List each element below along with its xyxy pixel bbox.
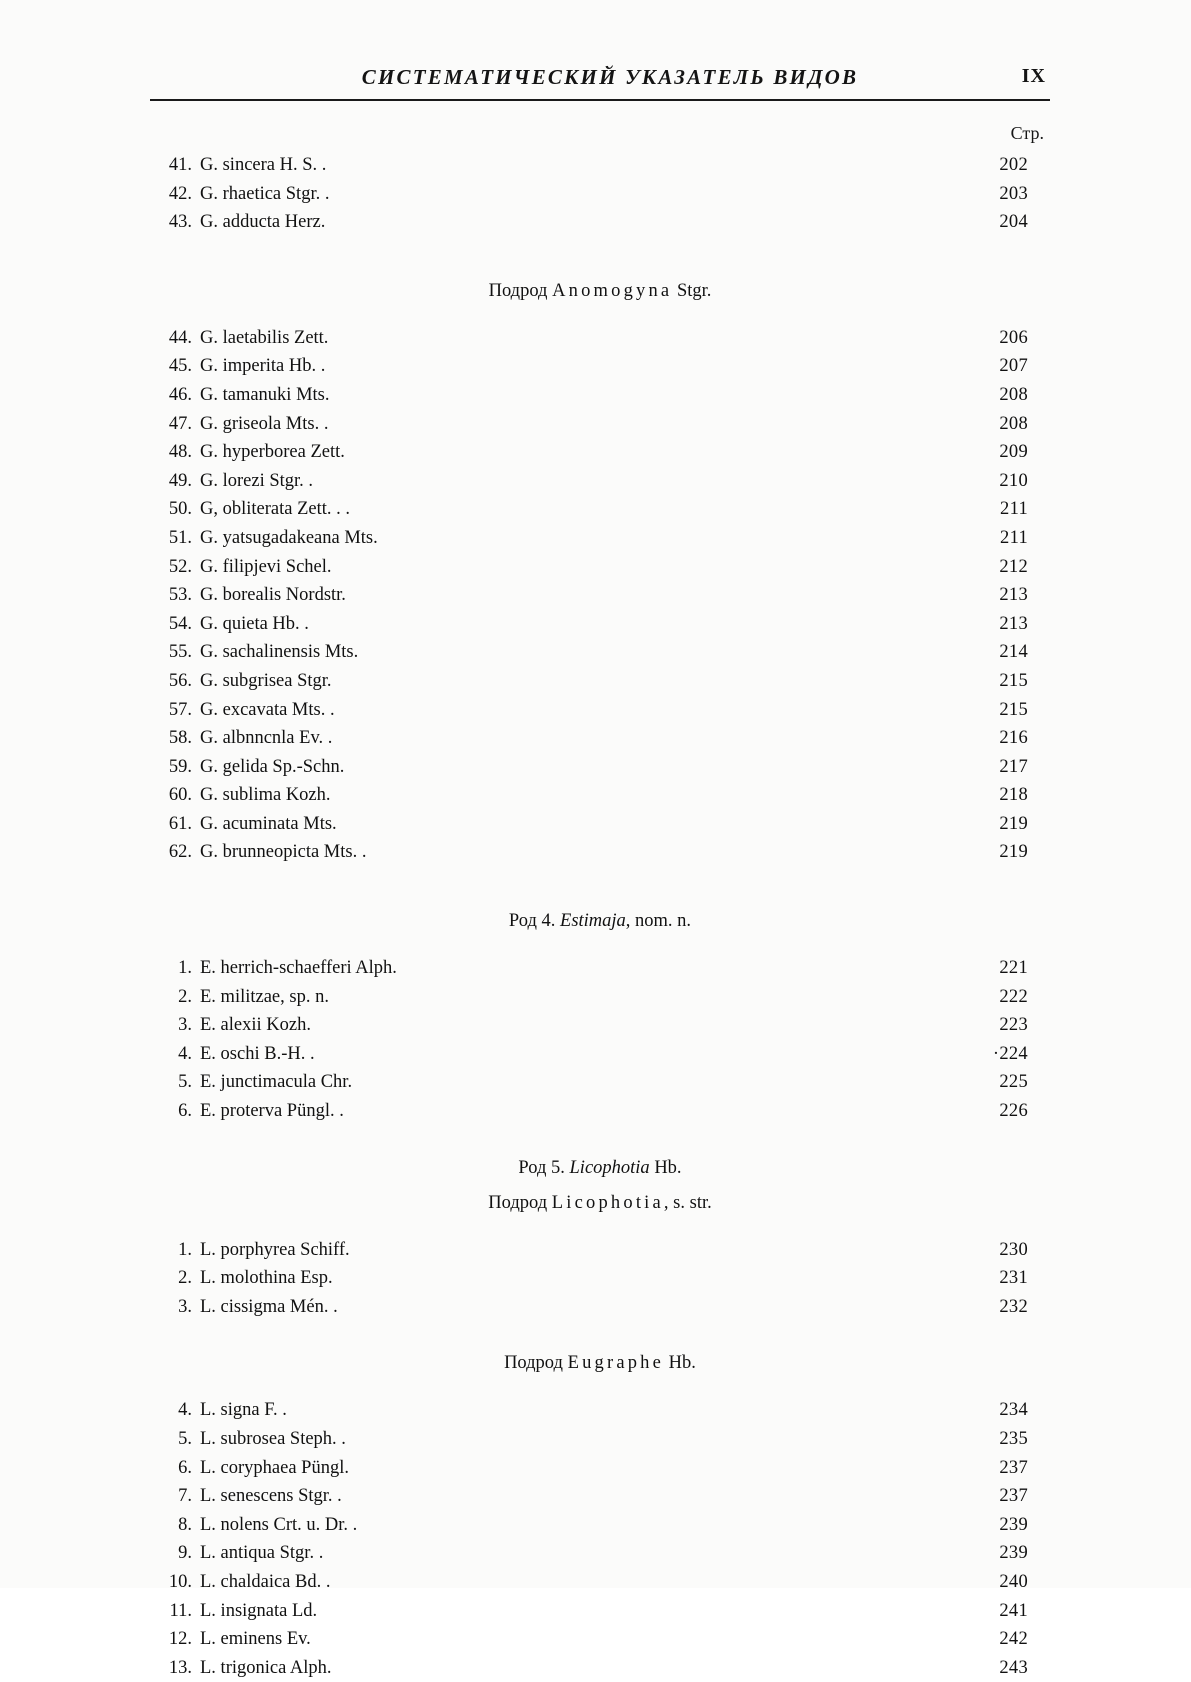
entry-number: 58. bbox=[168, 728, 192, 749]
entry-page: 209 bbox=[999, 442, 1028, 463]
section-heading-name: Licophotia bbox=[551, 1192, 664, 1213]
entry-name: G. imperita Hb. . bbox=[200, 356, 326, 377]
entry-name: G. griseola Mts. . bbox=[200, 413, 329, 434]
entry-name: L. coryphaea Püngl. bbox=[200, 1457, 349, 1478]
section-heading-licophotia-genus bbox=[150, 1158, 1050, 1179]
list-item bbox=[150, 1068, 1050, 1097]
list-item bbox=[150, 581, 1050, 610]
list-item bbox=[150, 1654, 1050, 1682]
entry-name: G. gelida Sp.-Schn. bbox=[200, 756, 345, 777]
entry-name: E. oschi B.-H. . bbox=[200, 1043, 315, 1064]
list-item bbox=[150, 1236, 1050, 1265]
entry-name: E. herrich-schaefferi Alph. bbox=[200, 958, 397, 979]
entry-name: L. trigonica Alph. bbox=[200, 1657, 332, 1678]
entry-page: 213 bbox=[999, 613, 1028, 634]
spacer bbox=[150, 1126, 1050, 1158]
entry-name: E. proterva Püngl. . bbox=[200, 1101, 344, 1122]
list-item bbox=[150, 1511, 1050, 1540]
entry-page: 240 bbox=[999, 1571, 1028, 1592]
section-heading-name: Anomogyna bbox=[552, 280, 673, 301]
entry-page: 223 bbox=[999, 1015, 1028, 1036]
section-heading-anomogyna bbox=[150, 281, 1050, 302]
entry-number: 4. bbox=[178, 1400, 192, 1421]
entry-page: 231 bbox=[999, 1268, 1028, 1289]
list-item bbox=[150, 838, 1050, 867]
entry-number: 44. bbox=[168, 327, 192, 348]
entry-number: 8. bbox=[178, 1514, 192, 1535]
entry-number: 57. bbox=[168, 699, 192, 720]
section-heading-eugraphe bbox=[150, 1353, 1050, 1374]
section-heading-suffix: , nom. n. bbox=[625, 911, 692, 932]
entry-number: 13. bbox=[168, 1657, 192, 1678]
entry-name: L. antiqua Stgr. . bbox=[200, 1543, 324, 1564]
entry-page: 215 bbox=[999, 670, 1028, 691]
entry-page: ·224 bbox=[992, 1043, 1028, 1064]
entry-number: 3. bbox=[178, 1296, 192, 1317]
spacer bbox=[150, 1374, 1050, 1396]
list-item bbox=[150, 753, 1050, 782]
entry-name: L. subrosea Steph. . bbox=[200, 1429, 346, 1449]
entry-number: 6. bbox=[178, 1457, 192, 1478]
entry-page: 216 bbox=[999, 728, 1028, 749]
entry-page: 243 bbox=[999, 1657, 1028, 1678]
list-item bbox=[150, 1597, 1050, 1626]
entry-page: 202 bbox=[999, 155, 1028, 175]
entry-name: G. filipjevi Schel. bbox=[200, 556, 332, 577]
entry-page: 222 bbox=[999, 986, 1028, 1007]
list-item bbox=[150, 381, 1050, 410]
spacer bbox=[150, 302, 1050, 324]
list-item bbox=[150, 610, 1050, 639]
list-item bbox=[150, 352, 1050, 381]
entry-name: G. albnncnla Ev. . bbox=[200, 728, 333, 749]
entry-page: 212 bbox=[999, 556, 1028, 577]
entry-number: 10. bbox=[168, 1571, 192, 1592]
entry-page: 239 bbox=[999, 1514, 1028, 1535]
entry-page: 225 bbox=[999, 1072, 1028, 1093]
list-item bbox=[150, 524, 1050, 553]
list-item bbox=[150, 1097, 1050, 1126]
entry-name: G. lorezi Stgr. . bbox=[200, 470, 314, 491]
entry-number: 2. bbox=[178, 986, 192, 1007]
entry-page: 215 bbox=[999, 699, 1028, 720]
entry-name: G. rhaetica Stgr. . bbox=[200, 183, 330, 204]
entry-page: 219 bbox=[999, 842, 1028, 863]
entry-name: L. porphyrea Schiff. bbox=[200, 1239, 350, 1260]
entry-number: 52. bbox=[168, 556, 192, 577]
entry-page: 235 bbox=[999, 1429, 1028, 1449]
section-heading-licophotia-sstr bbox=[150, 1193, 1050, 1214]
page-title: СИСТЕМАТИЧЕСКИЙ УКАЗАТЕЛЬ ВИДОВ bbox=[361, 65, 859, 89]
entry-number: 62. bbox=[168, 842, 192, 863]
entry-page: 234 bbox=[999, 1400, 1028, 1421]
section-heading-suffix: Stgr. bbox=[676, 280, 712, 301]
entry-name: G. acuminata Mts. bbox=[200, 813, 337, 834]
section-heading-prefix: Подрод bbox=[504, 1353, 563, 1374]
entry-name: G. sublima Kozh. bbox=[200, 785, 331, 806]
entry-number: 55. bbox=[168, 642, 192, 663]
entry-page: 219 bbox=[999, 813, 1028, 834]
list-item bbox=[150, 208, 1050, 237]
entry-number: 56. bbox=[168, 670, 192, 691]
list-item bbox=[150, 1396, 1050, 1425]
entry-name: G. adducta Herz. bbox=[200, 212, 326, 233]
list-item bbox=[150, 324, 1050, 353]
entry-number: 1. bbox=[178, 958, 192, 979]
spacer bbox=[150, 1214, 1050, 1236]
list-item bbox=[150, 180, 1050, 209]
header-divider bbox=[150, 99, 1050, 101]
list-item bbox=[150, 495, 1050, 524]
entry-page: 242 bbox=[999, 1629, 1028, 1650]
entry-name: E. junctimacula Chr. bbox=[200, 1072, 353, 1093]
folio-number: IX bbox=[1021, 65, 1046, 87]
section-heading-prefix: Род 5. bbox=[518, 1157, 565, 1178]
entry-name: G. tamanuki Mts. bbox=[200, 384, 330, 405]
entry-page: 214 bbox=[999, 642, 1028, 663]
spacer bbox=[150, 237, 1050, 281]
entry-number: 9. bbox=[178, 1543, 192, 1564]
entry-number: 5. bbox=[178, 1429, 192, 1449]
entry-number: 41. bbox=[168, 155, 192, 175]
entry-number: 49. bbox=[168, 470, 192, 491]
section-heading-name: Licophotia bbox=[569, 1157, 650, 1178]
entry-page: 211 bbox=[1000, 499, 1028, 520]
section-heading-suffix: Hb. bbox=[668, 1353, 696, 1374]
entry-name: L. insignata Ld. bbox=[200, 1600, 318, 1621]
entry-name: G. excavata Mts. . bbox=[200, 699, 335, 720]
index-list-group-5 bbox=[150, 1396, 1050, 1682]
section-heading-name: Eugraphe bbox=[567, 1353, 665, 1374]
section-heading-prefix: Подрод bbox=[488, 1192, 548, 1213]
entry-number: 2. bbox=[178, 1268, 192, 1289]
running-head bbox=[150, 55, 1050, 107]
entry-name: G. brunneopicta Mts. . bbox=[200, 842, 367, 863]
section-heading-prefix: Подрод bbox=[488, 280, 548, 301]
list-item bbox=[150, 438, 1050, 467]
entry-page: 217 bbox=[999, 756, 1028, 777]
entry-page: 208 bbox=[999, 413, 1028, 434]
entry-number: 1. bbox=[178, 1239, 192, 1260]
section-heading-prefix: Род 4. bbox=[508, 911, 556, 932]
entry-number: 59. bbox=[168, 756, 192, 777]
list-item bbox=[150, 1454, 1050, 1483]
entry-number: 61. bbox=[168, 813, 192, 834]
page-column-label bbox=[150, 121, 1050, 151]
spacer bbox=[150, 867, 1050, 911]
entry-page: 210 bbox=[999, 470, 1028, 491]
list-item bbox=[150, 983, 1050, 1012]
list-item bbox=[150, 1625, 1050, 1654]
list-item bbox=[150, 1040, 1050, 1069]
section-heading-name: Estimaja bbox=[560, 911, 626, 932]
entry-name: L. cissigma Mén. . bbox=[200, 1296, 338, 1317]
section-heading-suffix: , s. str. bbox=[663, 1192, 712, 1213]
entry-name: G. quieta Hb. . bbox=[200, 613, 309, 634]
index-list-group-3 bbox=[150, 954, 1050, 1126]
entry-number: 5. bbox=[178, 1072, 192, 1093]
list-item bbox=[150, 1568, 1050, 1597]
list-item bbox=[150, 638, 1050, 667]
list-item bbox=[150, 810, 1050, 839]
entry-number: 11. bbox=[169, 1600, 192, 1621]
entry-number: 6. bbox=[178, 1101, 192, 1122]
entry-number: 3. bbox=[178, 1015, 192, 1036]
index-list-group-1 bbox=[150, 151, 1050, 237]
entry-name: G. hyperborea Zett. bbox=[200, 442, 345, 463]
page-column-label-text: Стр. bbox=[1010, 123, 1044, 143]
list-item bbox=[150, 1293, 1050, 1322]
entry-number: 60. bbox=[168, 785, 192, 806]
entry-number: 46. bbox=[168, 384, 192, 405]
list-item bbox=[150, 1011, 1050, 1040]
list-item bbox=[150, 1539, 1050, 1568]
entry-name: G. sincera H. S. . bbox=[200, 155, 327, 175]
page-content bbox=[150, 55, 1050, 1682]
entry-page: 226 bbox=[999, 1101, 1028, 1122]
entry-number: 50. bbox=[168, 499, 192, 520]
entry-page: 207 bbox=[999, 356, 1028, 377]
entry-page: 206 bbox=[999, 327, 1028, 348]
entry-name: L. chaldaica Bd. . bbox=[200, 1571, 331, 1592]
spacer bbox=[150, 1179, 1050, 1193]
entry-number: 45. bbox=[168, 356, 192, 377]
entry-name: G, obliterata Zett. . . bbox=[200, 499, 351, 520]
entry-page: 239 bbox=[999, 1543, 1028, 1564]
entry-name: E. alexii Kozh. bbox=[200, 1015, 311, 1036]
entry-name: G. borealis Nordstr. bbox=[200, 585, 346, 606]
entry-page: 221 bbox=[999, 958, 1028, 979]
index-list-group-4 bbox=[150, 1236, 1050, 1322]
section-heading-suffix: Hb. bbox=[649, 1157, 682, 1178]
entry-number: 51. bbox=[168, 527, 192, 548]
list-item bbox=[150, 1482, 1050, 1511]
list-item bbox=[150, 781, 1050, 810]
entry-name: G. sachalinensis Mts. bbox=[200, 642, 359, 663]
list-item bbox=[150, 954, 1050, 983]
list-item bbox=[150, 667, 1050, 696]
list-item bbox=[150, 1264, 1050, 1293]
entry-page: 208 bbox=[999, 384, 1028, 405]
list-item bbox=[150, 1425, 1050, 1454]
spacer bbox=[150, 1321, 1050, 1353]
list-item bbox=[150, 410, 1050, 439]
list-item bbox=[150, 553, 1050, 582]
spacer bbox=[150, 932, 1050, 954]
entry-number: 43. bbox=[168, 212, 192, 233]
entry-page: 232 bbox=[999, 1296, 1028, 1317]
entry-page: 237 bbox=[999, 1457, 1028, 1478]
entry-page: 241 bbox=[999, 1600, 1028, 1621]
list-item bbox=[150, 467, 1050, 496]
entry-page: 203 bbox=[999, 183, 1028, 204]
entry-name: L. signa F. . bbox=[200, 1400, 287, 1421]
entry-number: 4. bbox=[178, 1043, 192, 1064]
entry-page: 230 bbox=[999, 1239, 1028, 1260]
entry-name: E. militzae, sp. n. bbox=[200, 986, 329, 1007]
index-list-group-2 bbox=[150, 324, 1050, 867]
entry-name: G. laetabilis Zett. bbox=[200, 327, 329, 348]
entry-number: 7. bbox=[178, 1486, 192, 1507]
section-heading-estimaja bbox=[150, 911, 1050, 932]
entry-page: 218 bbox=[999, 785, 1028, 806]
entry-number: 42. bbox=[168, 183, 192, 204]
entry-page: 237 bbox=[999, 1486, 1028, 1507]
entry-name: G. subgrisea Stgr. bbox=[200, 670, 332, 691]
entry-number: 47. bbox=[168, 413, 192, 434]
entry-number: 48. bbox=[168, 442, 192, 463]
entry-name: G. yatsugadakeana Mts. bbox=[200, 527, 378, 548]
list-item bbox=[150, 696, 1050, 725]
entry-page: 211 bbox=[1000, 527, 1028, 548]
entry-name: L. nolens Crt. u. Dr. . bbox=[200, 1514, 358, 1535]
entry-name: L. senescens Stgr. . bbox=[200, 1486, 342, 1507]
entry-page: 204 bbox=[999, 212, 1028, 233]
entry-name: L. molothina Esp. bbox=[200, 1268, 333, 1289]
list-item bbox=[150, 151, 1050, 180]
list-item bbox=[150, 724, 1050, 753]
entry-page: 213 bbox=[999, 585, 1028, 606]
entry-number: 54. bbox=[168, 613, 192, 634]
entry-number: 53. bbox=[168, 585, 192, 606]
entry-name: L. eminens Ev. bbox=[200, 1629, 311, 1650]
entry-number: 12. bbox=[168, 1629, 192, 1650]
